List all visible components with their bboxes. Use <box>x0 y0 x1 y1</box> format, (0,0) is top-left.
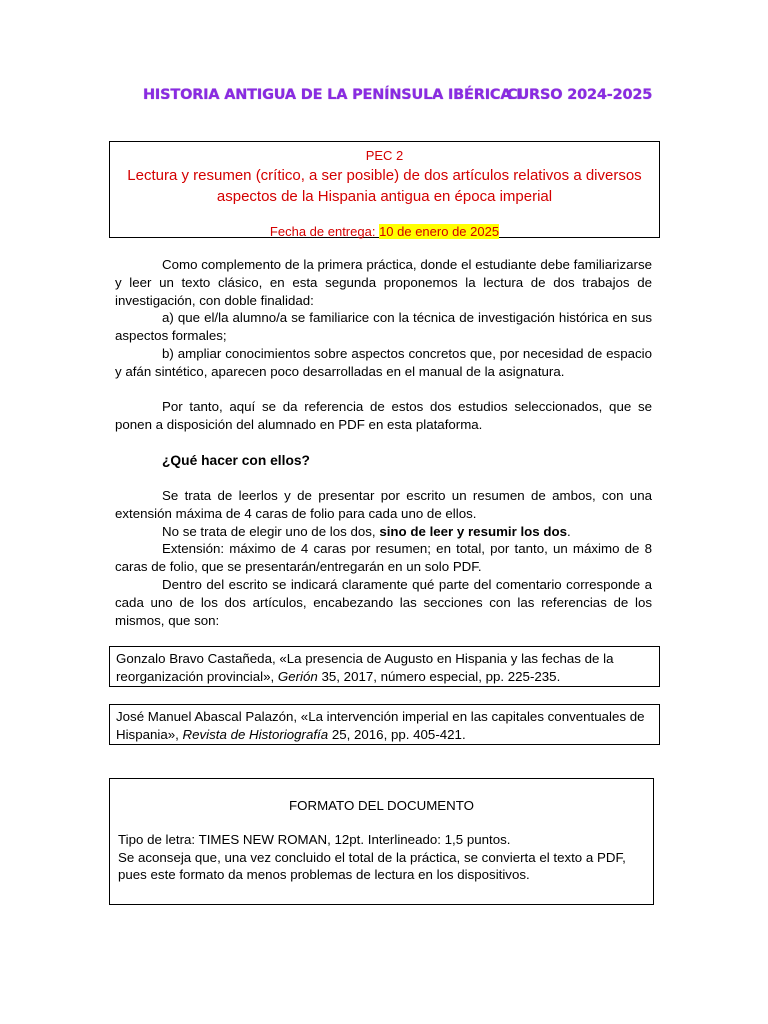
spacer <box>115 381 652 399</box>
course-year: CURSO 2024-2025 <box>507 87 653 103</box>
instructions-p1: Se trata de leerlos y de presentar por escrito un resumen de ambos, con una extensión máxima de 4 caras de folio para cada uno de ellos. <box>115 488 652 521</box>
assignment-title: Lectura y resumen (crítico, a ser posible) de dos artículos relativos a diversos aspectos de la Hispania antigua en época imperial <box>127 167 642 205</box>
document-header <box>0 87 768 109</box>
format-box <box>109 778 654 905</box>
reference-box-2: José Manuel Abascal Palazón, «La intervención imperial en las capitales conventuales de Hispania», Revista de Historiografía 25, 2016, pp. 405-421. <box>109 704 660 745</box>
format-line-1: Tipo de letra: TIMES NEW ROMAN, 12pt. Interlineado: 1,5 puntos. <box>118 831 511 847</box>
intro-item-a: a) que el/la alumno/a se familiarice con la técnica de investigación histórica en sus aspectos formales; <box>115 310 652 344</box>
instructions-p4: Dentro del escrito se indicará claramente qué parte del comentario corresponde a cada uno de los dos artículos, encabezando las secciones con las referencias de los mismos, que son: <box>115 576 652 628</box>
course-title: HISTORIA ANTIGUA DE LA PENÍNSULA IBÉRICA I <box>143 87 522 103</box>
assignment-code: PEC 2 <box>365 148 404 163</box>
intro-item-b: b) ampliar conocimientos sobre aspectos concretos que, por necesidad de espacio y afán sintético, aparecen poco desarrolladas en el manual de la asignatura. <box>115 345 652 379</box>
instructions-p2: No se trata de elegir uno de los dos, sino de leer y resumir los dos. <box>162 523 571 539</box>
format-line-2: Se aconseja que, una vez concluido el total de la práctica, se convierta el texto a PDF, pues este formato da menos problemas de lectura en los dispositivos. <box>118 849 626 883</box>
assignment-box <box>109 141 660 238</box>
intro-paragraph: Como complemento de la primera práctica, donde el estudiante debe familiarizarse y leer un texto clásico, en esta segunda proponemos la lectura de dos trabajos de investigación, con doble finalidad: <box>115 257 652 308</box>
due-date-label: Fecha de entrega: <box>269 224 380 239</box>
question-heading: ¿Qué hacer con ellos? <box>162 453 310 468</box>
due-date-value: 10 de enero de 2025 <box>379 224 500 239</box>
emphasis-text: sino de leer y resumir los dos <box>379 523 568 539</box>
intro-paragraph-2: Por tanto, aquí se da referencia de estos dos estudios seleccionados, que se ponen a disposición del alumnado en PDF en esta plataforma. <box>115 399 652 433</box>
reference-box-1: Gonzalo Bravo Castañeda, «La presencia de Augusto en Hispania y las fechas de la reorganización provincial», Gerión 35, 2017, número especial, pp. 225-235. <box>109 646 660 687</box>
instructions-section <box>115 487 652 629</box>
instructions-p3: Extensión: máximo de 4 caras por resumen; en total, por tanto, un máximo de 8 caras de folio, que se presentarán/entregarán en un solo PDF. <box>115 541 652 575</box>
intro-section <box>115 256 652 434</box>
journal-title: Gerión <box>277 668 318 684</box>
due-date <box>110 223 659 241</box>
journal-title: Revista de Historiografía <box>182 726 329 742</box>
format-title: FORMATO DEL DOCUMENTO <box>289 798 474 813</box>
